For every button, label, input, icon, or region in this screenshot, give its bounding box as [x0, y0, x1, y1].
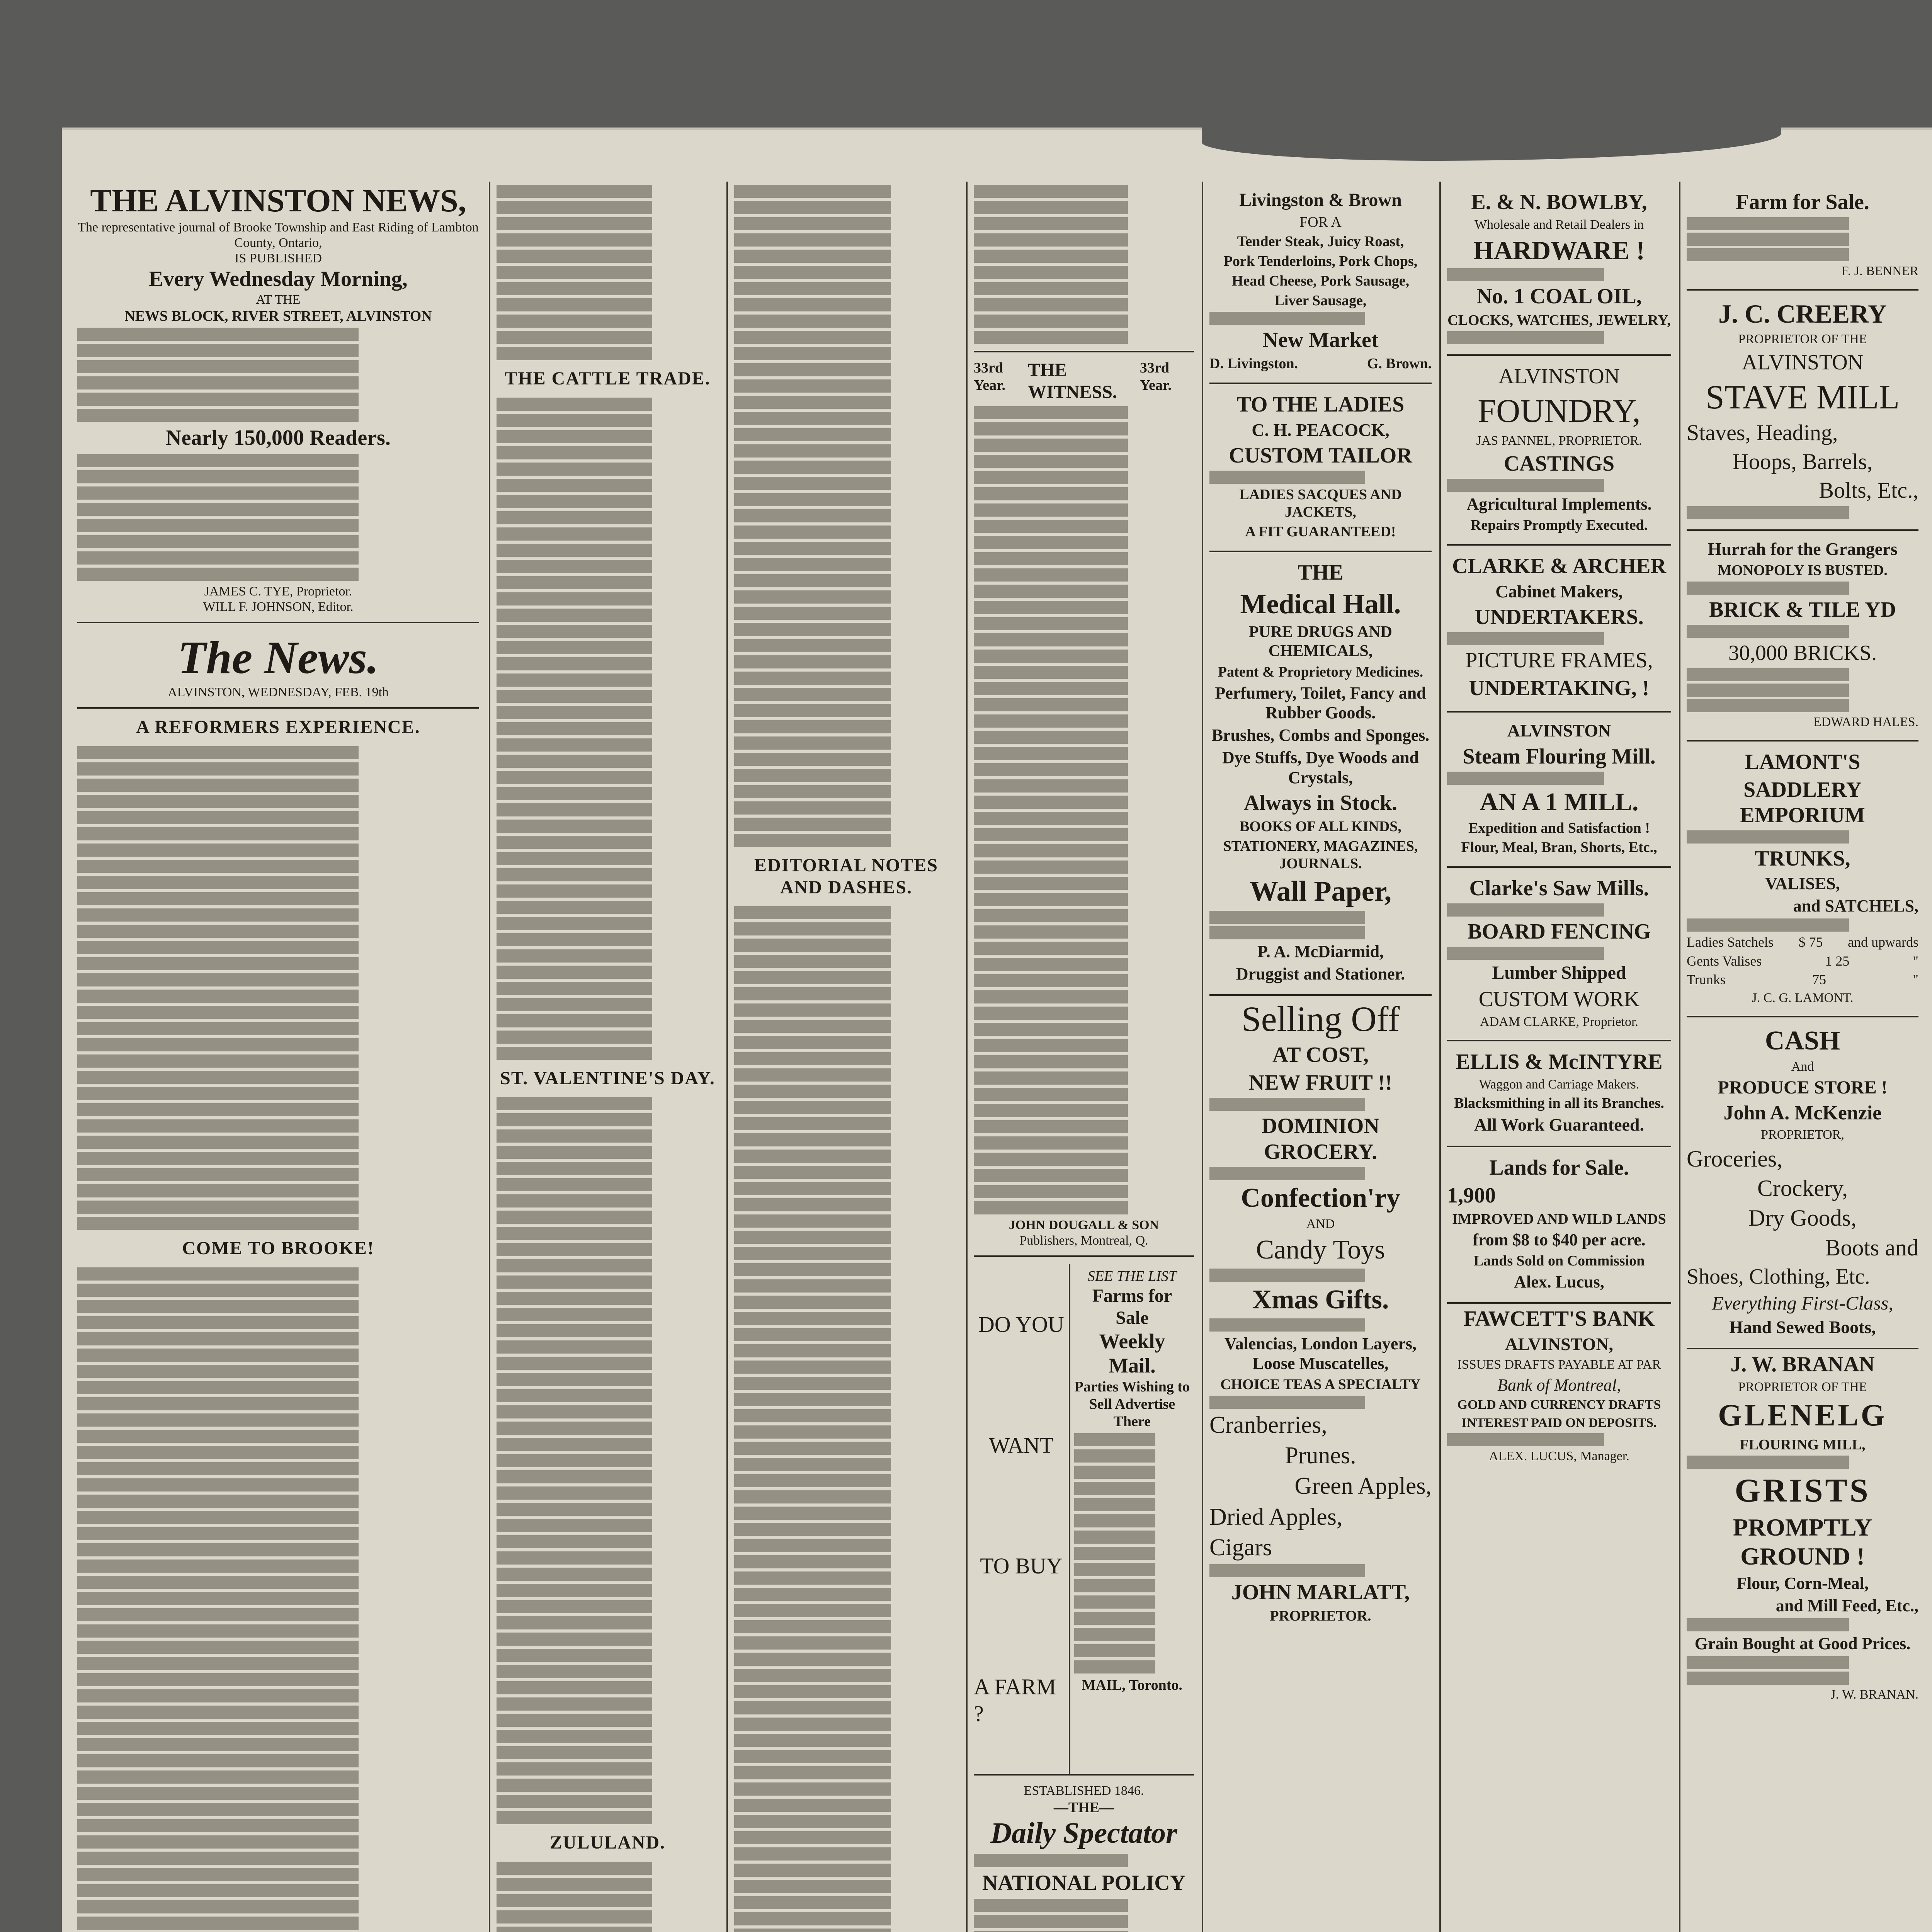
spectator-established: ESTABLISHED 1846.	[1024, 1784, 1144, 1798]
ad-line: Bolts, Etc.,	[1819, 478, 1918, 503]
ad-line: Grain Bought at Good Prices.	[1694, 1634, 1911, 1653]
ad-line: EDWARD HALES.	[1813, 715, 1918, 729]
ad-title: Hurrah for the Grangers	[1708, 539, 1898, 559]
ad-line: Candy Toys	[1256, 1235, 1385, 1265]
ad-title: CASH	[1765, 1026, 1840, 1056]
ad-title: Lands for Sale.	[1489, 1155, 1629, 1180]
ad-line: Brushes, Combs and Sponges.	[1211, 726, 1430, 745]
ad-line: Flour, Corn-Meal,	[1736, 1573, 1869, 1593]
headline-zululand: ZULULAND.	[549, 1832, 666, 1853]
ad-line: Tender Steak, Juicy Roast,	[1237, 233, 1404, 250]
ad-line: from $8 to $40 per acre.	[1473, 1230, 1646, 1250]
ad-lamont-saddlery	[1687, 742, 1918, 1017]
price-row: Gents Valises 1 25 "	[1687, 953, 1918, 969]
ad-line: Groceries,	[1687, 1146, 1783, 1172]
ad-line: Xmas Gifts.	[1252, 1284, 1389, 1315]
ad-line: Lumber Shipped	[1492, 963, 1626, 983]
ad-farm-sale	[1687, 182, 1918, 291]
ad-line: TRUNKS,	[1755, 847, 1850, 871]
ad-line: Cranberries,	[1209, 1412, 1327, 1439]
ad-line: PROPRIETOR OF THE	[1738, 1380, 1867, 1395]
ad-title: LAMONT'S	[1745, 750, 1861, 774]
ad-line: Perfumery, Toilet, Fancy and Rubber Goods.	[1215, 683, 1426, 723]
ad-line: IMPROVED AND WILD LANDS	[1452, 1211, 1666, 1227]
ad-line: PROPRIETOR,	[1761, 1128, 1844, 1142]
ad-peacock	[1209, 384, 1432, 552]
ad-line: All Work Guaranteed.	[1474, 1115, 1644, 1135]
ad-to-buy: TO BUY	[980, 1553, 1063, 1579]
ad-line: 30,000 BRICKS.	[1728, 641, 1877, 665]
ad-line: NEW FRUIT !!	[1248, 1071, 1393, 1095]
ad-line: ADAM CLARKE, Proprietor.	[1480, 1015, 1638, 1029]
ad-line: Wholesale and Retail Dealers in	[1474, 218, 1644, 232]
ad-saw-mills	[1447, 868, 1671, 1041]
ad-want: WANT	[989, 1432, 1054, 1458]
ad-line: CASTINGS	[1503, 451, 1615, 476]
ad-line: PRODUCE STORE !	[1718, 1077, 1888, 1098]
column-1	[77, 182, 479, 1932]
ad-line: Waggon and Carriage Makers.	[1479, 1077, 1639, 1092]
office-address: NEWS BLOCK, RIVER STREET, ALVINSTON	[124, 308, 432, 324]
ad-selling-off: Selling Off	[1241, 999, 1400, 1039]
ad-line: Expedition and Satisfaction !	[1468, 820, 1650, 836]
ad-farms-sale: Farms for Sale	[1092, 1286, 1172, 1328]
ad-line: JAS PANNEL, PROPRIETOR.	[1476, 433, 1642, 448]
ad-line: C. H. PEACOCK,	[1252, 420, 1389, 440]
column-rule	[1679, 182, 1680, 1932]
ad-line: HARDWARE !	[1473, 236, 1645, 265]
ad-medical-hall	[1209, 552, 1432, 996]
ad-line: BOOKS OF ALL KINDS,	[1240, 818, 1401, 835]
ad-line: Staves, Heading,	[1687, 420, 1838, 446]
ad-line: INTEREST PAID ON DEPOSITS.	[1461, 1415, 1657, 1430]
ad-ellis-mcintyre	[1447, 1041, 1671, 1147]
ad-line: CLOCKS, WATCHES, JEWELRY,	[1447, 312, 1671, 328]
ad-title: Livingston & Brown	[1239, 190, 1402, 210]
ad-mckenzie-store	[1687, 1017, 1918, 1349]
ad-line: GOLD AND CURRENCY DRAFTS	[1457, 1398, 1661, 1412]
ad-title: E. & N. BOWLBY,	[1471, 190, 1647, 214]
ad-line: and Mill Feed, Etc.,	[1776, 1596, 1918, 1615]
witness-year-right: 33rd Year.	[1139, 360, 1172, 393]
ad-foundry	[1447, 356, 1671, 545]
ad-line: UNDERTAKERS.	[1475, 605, 1644, 629]
ad-line: FOR A	[1299, 214, 1342, 230]
ad-line: Wall Paper,	[1249, 875, 1392, 907]
ad-line: VALISES,	[1765, 874, 1840, 893]
headline-cattle: THE CATTLE TRADE.	[505, 368, 711, 389]
column-2	[497, 182, 719, 1932]
editor: WILL F. JOHNSON, Editor.	[203, 599, 354, 614]
ad-line: Green Apples,	[1294, 1473, 1432, 1500]
ad-title: THE	[1298, 560, 1344, 585]
ad-line: PURE DRUGS AND CHEMICALS,	[1248, 623, 1393, 660]
ad-line: Alex. Lucus,	[1514, 1272, 1604, 1292]
column-5	[1209, 182, 1432, 1932]
ad-line: Hoops, Barrels,	[1732, 449, 1873, 474]
ad-line: FLOURING MILL,	[1740, 1436, 1866, 1453]
ad-line: ALEX. LUCUS, Manager.	[1489, 1449, 1629, 1463]
ad-line: J. C. G. LAMONT.	[1752, 990, 1854, 1005]
ad-line: Repairs Promptly Executed.	[1470, 517, 1648, 533]
ad-fawcetts-bank	[1447, 1306, 1671, 1464]
headline-editorial: EDITORIAL NOTES AND DASHES.	[754, 855, 938, 898]
weekly-mail-ad	[974, 1264, 1194, 1776]
ad-line: DOMINION GROCERY.	[1262, 1114, 1379, 1164]
ad-line: GRISTS	[1735, 1472, 1871, 1509]
every-wednesday: Every Wednesday Morning,	[149, 267, 408, 291]
witness-year-left: 33rd Year.	[974, 360, 1005, 393]
readers: Nearly 150,000 Readers.	[166, 426, 391, 450]
ad-line: Medical Hall.	[1240, 588, 1401, 619]
ad-line: J. W. BRANAN.	[1830, 1687, 1918, 1702]
ad-line: JOHN MARLATT,	[1231, 1580, 1410, 1604]
column-7	[1687, 182, 1918, 1932]
column-rule	[1202, 182, 1203, 1932]
ad-line: AN A 1 MILL.	[1480, 787, 1639, 816]
at-the: AT THE	[256, 292, 301, 307]
column-rule	[489, 182, 490, 1932]
ad-livingston-brown	[1209, 182, 1432, 384]
ad-title: J. C. CREERY	[1718, 299, 1887, 329]
ad-line: Liver Sausage,	[1274, 292, 1367, 309]
ad-line: Everything First-Class,	[1712, 1292, 1893, 1314]
ad-line: No. 1 COAL OIL,	[1476, 284, 1642, 309]
ad-line: Cigars	[1209, 1534, 1272, 1561]
ad-line: Valencias, London Layers, Loose Muscatelles,	[1224, 1334, 1417, 1373]
price-row: Trunks 75 "	[1687, 972, 1918, 988]
headline-reformer: A REFORMERS EXPERIENCE.	[136, 717, 420, 738]
ad-line: Pork Tenderloins, Pork Chops,	[1223, 253, 1418, 270]
ad-line: UNDERTAKING, !	[1469, 676, 1650, 701]
ad-line: PROPRIETOR.	[1270, 1608, 1371, 1624]
column-3	[734, 182, 958, 1932]
ad-line: CHOICE TEAS A SPECIALTY	[1220, 1376, 1421, 1393]
ad-parties: Parties Wishing to Sell Advertise There	[1074, 1378, 1190, 1430]
ad-flouring-mill	[1447, 713, 1671, 868]
ad-line: Lands Sold on Commission	[1473, 1253, 1645, 1269]
ad-line: Agricultural Implements.	[1466, 495, 1652, 514]
ad-line: AT COST,	[1272, 1043, 1369, 1067]
ad-line: And	[1791, 1060, 1814, 1074]
ad-line: G. Brown.	[1367, 355, 1432, 372]
ad-line: P. A. McDiarmid,	[1257, 942, 1384, 961]
ad-line: Patent & Proprietory Medicines.	[1218, 663, 1423, 680]
ad-title: J. W. BRANAN	[1730, 1352, 1875, 1377]
spectator-the: —THE—	[1053, 1799, 1114, 1816]
ad-line: BOARD FENCING	[1467, 920, 1651, 944]
column-rule	[966, 182, 968, 1932]
ad-line: GLENELG	[1718, 1398, 1887, 1433]
ad-line: ALVINSTON,	[1505, 1334, 1613, 1354]
ad-title: FAWCETT'S BANK	[1463, 1307, 1655, 1331]
ad-branan-glenelg	[1687, 1352, 1918, 1702]
spectator-title: Daily Spectator	[990, 1817, 1177, 1850]
ad-line: Hand Sewed Boots,	[1729, 1317, 1876, 1337]
ad-line: Blacksmithing in all its Branches.	[1454, 1095, 1664, 1112]
ad-line: 1,900	[1447, 1183, 1496, 1208]
ad-title: Clarke's Saw Mills.	[1469, 876, 1649, 901]
ad-do-you: DO YOU	[978, 1311, 1064, 1337]
ad-weekly-mail: Weekly Mail.	[1099, 1329, 1165, 1378]
ad-line: AND	[1306, 1217, 1335, 1231]
ad-line: Prunes.	[1285, 1442, 1356, 1469]
ad-line: BRICK & TILE YD	[1709, 597, 1896, 622]
witness-publisher-sub: Publishers, Montreal, Q.	[1019, 1233, 1148, 1248]
ad-line: PROPRIETOR OF THE	[1738, 332, 1867, 347]
ad-line: Flour, Meal, Bran, Shorts, Etc.,	[1461, 839, 1657, 856]
ad-line: Druggist and Stationer.	[1236, 964, 1405, 983]
ad-dominion-grocery	[1209, 998, 1432, 1625]
ad-line: Always in Stock.	[1244, 791, 1397, 815]
ad-line: Cabinet Makers,	[1495, 581, 1623, 601]
ad-line: STATIONERY, MAGAZINES, JOURNALS.	[1223, 838, 1418, 872]
column-rule	[1439, 182, 1441, 1932]
ad-line: PICTURE FRAMES,	[1465, 648, 1653, 673]
ad-title: ELLIS & McINTYRE	[1456, 1050, 1663, 1074]
ad-new-market: New Market	[1262, 328, 1379, 352]
ad-line: FOUNDRY,	[1478, 392, 1641, 430]
ad-line: Boots and	[1825, 1235, 1918, 1260]
ad-title: ALVINSTON	[1498, 364, 1620, 389]
dateline: ALVINSTON, WEDNESDAY, FEB. 19th	[168, 685, 389, 700]
ad-mail-toronto: MAIL, Toronto.	[1082, 1677, 1182, 1694]
ad-line: Crockery,	[1757, 1175, 1848, 1201]
ad-line: and SATCHELS,	[1793, 896, 1918, 916]
ad-brick-tile	[1687, 531, 1918, 742]
proprietor: JAMES C. TYE, Proprietor.	[204, 584, 352, 599]
ad-line: John A. McKenzie	[1723, 1102, 1882, 1124]
ad-line: ISSUES DRAFTS PAYABLE AT PAR	[1457, 1357, 1661, 1372]
column-rule	[726, 182, 728, 1932]
ad-title: CLARKE & ARCHER	[1452, 554, 1666, 578]
ad-line: SADDLERY EMPORIUM	[1740, 778, 1865, 828]
spectator-policy: NATIONAL POLICY	[982, 1871, 1186, 1895]
ad-line: Shoes, Clothing, Etc.	[1687, 1264, 1870, 1289]
ad-line: Steam Flouring Mill.	[1463, 744, 1656, 769]
headline-valentine: ST. VALENTINE'S DAY.	[500, 1068, 715, 1088]
ad-line: Head Cheese, Pork Sausage,	[1231, 273, 1410, 289]
ad-line: F. J. BENNER	[1841, 264, 1918, 279]
ad-line: STAVE MILL	[1705, 378, 1900, 416]
ad-line: ALVINSTON	[1742, 350, 1864, 374]
masthead-sub: The representative journal of Brooke Township and East Riding of Lambton County, Ontario,	[78, 220, 479, 250]
ad-line: Dry Goods,	[1748, 1205, 1857, 1231]
ad-lands-sale	[1447, 1147, 1671, 1304]
ad-line: Dye Stuffs, Dye Woods and Crystals,	[1222, 748, 1419, 787]
column-4	[974, 182, 1194, 1932]
ad-line: Dried Apples,	[1209, 1503, 1343, 1530]
ad-title: ALVINSTON	[1507, 721, 1611, 741]
ad-creery-stave	[1687, 291, 1918, 531]
column-6	[1447, 182, 1671, 1932]
ad-a-farm: A FARM ?	[974, 1674, 1056, 1726]
ad-line: D. Livingston.	[1209, 355, 1298, 372]
ad-see-list: SEE THE LIST	[1087, 1268, 1177, 1285]
ad-line: CUSTOM WORK	[1478, 987, 1640, 1012]
ad-bowlby	[1447, 182, 1671, 356]
ad-title: Farm for Sale.	[1736, 190, 1869, 214]
ad-clarke-archer	[1447, 546, 1671, 713]
ad-title: TO THE LADIES	[1236, 392, 1405, 417]
price-row: Ladies Satchels $ 75 and upwards	[1687, 934, 1918, 950]
published-label: IS PUBLISHED	[235, 251, 322, 266]
witness-title: THE WITNESS.	[1028, 360, 1117, 402]
ad-line: LADIES SACQUES AND JACKETS,	[1239, 486, 1402, 520]
ad-line: Confection'ry	[1241, 1183, 1400, 1213]
nameplate: The News.	[178, 631, 379, 683]
ad-line: MONOPOLY IS BUSTED.	[1718, 562, 1888, 579]
masthead: THE ALVINSTON NEWS,	[90, 183, 466, 219]
ad-line: A FIT GUARANTEED!	[1245, 523, 1396, 540]
witness-publisher: JOHN DOUGALL & SON	[1009, 1218, 1159, 1233]
ad-line: CUSTOM TAILOR	[1229, 444, 1412, 468]
ad-line: PROMPTLY GROUND !	[1733, 1513, 1872, 1570]
ad-line: Bank of Montreal,	[1497, 1375, 1621, 1395]
headline-brooke: COME TO BROOKE!	[182, 1238, 374, 1259]
torn-edge	[1202, 114, 1781, 161]
